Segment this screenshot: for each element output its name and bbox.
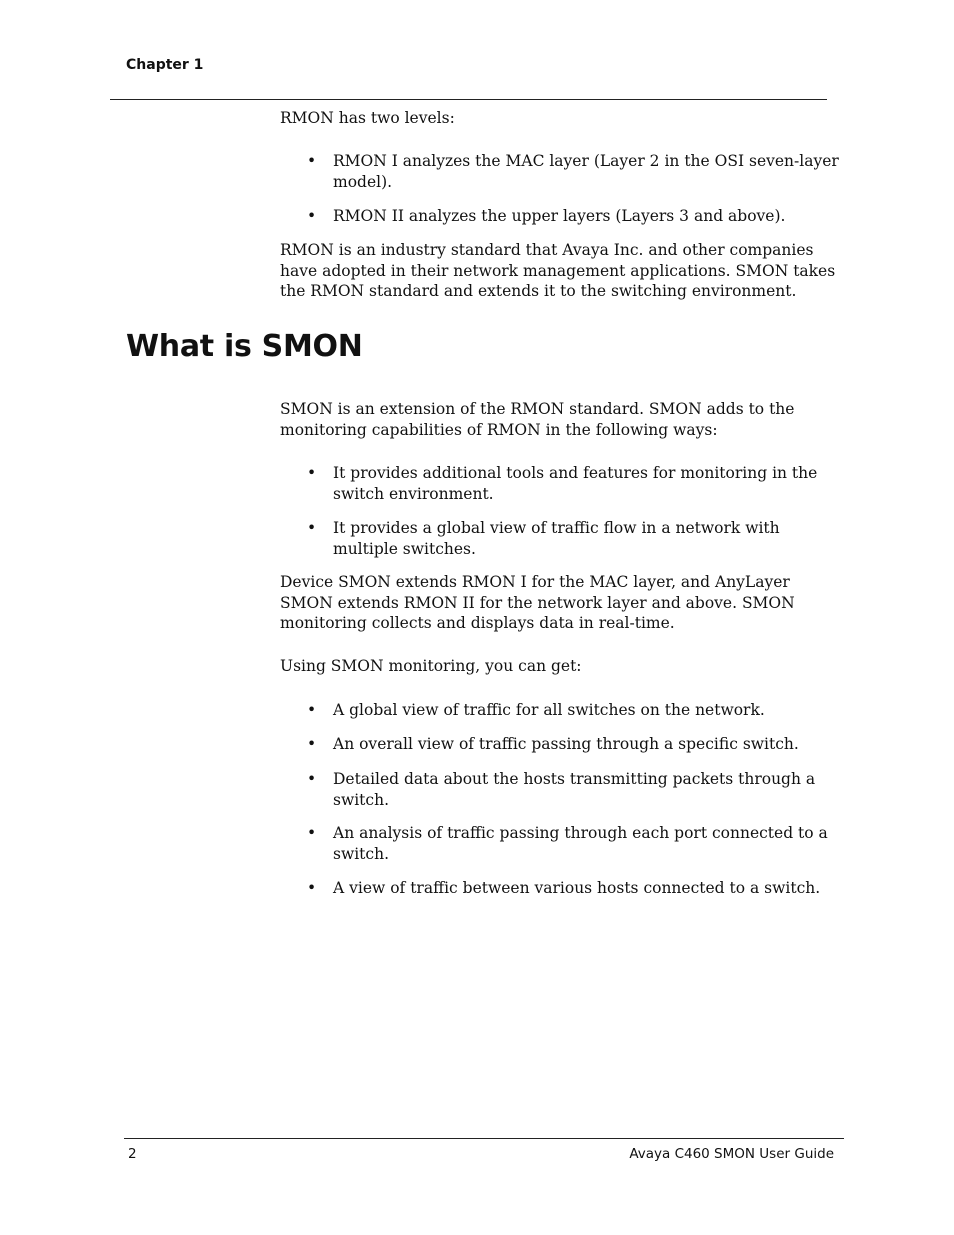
document-title: Avaya C460 SMON User Guide	[629, 1146, 834, 1162]
list-item	[280, 734, 842, 755]
bullet-icon: •	[307, 152, 317, 170]
rmon-standard-paragraph: RMON is an industry standard that Avaya Inc. and other companies have adopted in their network management applications. SMON takes the RMON standard and extends it to the switching environment.	[280, 241, 836, 300]
header-divider	[110, 99, 827, 100]
list-item-text: RMON I analyzes the MAC layer (Layer 2 in the OSI seven-layer model).	[333, 152, 839, 191]
rmon-levels-list	[280, 151, 842, 192]
list-item-text: A view of traffic between various hosts connected to a switch.	[333, 879, 821, 897]
list-item-text: Detailed data about the hosts transmitting packets through a switch.	[333, 770, 816, 809]
list-item	[280, 878, 842, 899]
using-smon-paragraph: Using SMON monitoring, you can get:	[280, 657, 582, 675]
list-item-text: RMON II analyzes the upper layers (Layers 3 and above).	[333, 207, 786, 225]
smon-intro-paragraph: SMON is an extension of the RMON standard. SMON adds to the monitoring capabilities of RMON in the following ways:	[280, 400, 795, 439]
smon-ways-list-2	[280, 518, 842, 559]
bullet-icon: •	[307, 519, 317, 537]
bullet-icon: •	[307, 207, 317, 225]
list-item	[280, 151, 842, 192]
rmon-levels-intro: RMON has two levels:	[280, 109, 455, 127]
smon-gets-list-5	[280, 878, 842, 899]
device-smon-paragraph: Device SMON extends RMON I for the MAC layer, and AnyLayer SMON extends RMON II for the network layer and above. SMON monitoring collects and displays data in real-time.	[280, 573, 795, 632]
list-item	[280, 463, 842, 504]
footer-divider	[124, 1138, 844, 1139]
bullet-icon: •	[307, 701, 317, 719]
smon-gets-list-2	[280, 734, 842, 755]
smon-gets-list-3	[280, 769, 842, 810]
list-item-text: It provides a global view of traffic flow in a network with multiple switches.	[333, 519, 780, 558]
chapter-label: Chapter 1	[126, 57, 204, 73]
list-item-text: An overall view of traffic passing through a specific switch.	[333, 735, 799, 753]
smon-ways-list	[280, 463, 842, 504]
list-item-text: A global view of traffic for all switches on the network.	[333, 701, 765, 719]
bullet-icon: •	[307, 824, 317, 842]
bullet-icon: •	[307, 879, 317, 897]
bullet-icon: •	[307, 464, 317, 482]
list-item	[280, 769, 842, 810]
list-item-text: It provides additional tools and features for monitoring in the switch environment.	[333, 464, 818, 503]
section-heading: What is SMON	[126, 329, 363, 364]
list-item	[280, 206, 842, 227]
bullet-icon: •	[307, 735, 317, 753]
list-item	[280, 700, 842, 721]
list-item	[280, 518, 842, 559]
smon-gets-list-4	[280, 823, 842, 864]
bullet-icon: •	[307, 770, 317, 788]
rmon-levels-list-2	[280, 206, 842, 227]
list-item	[280, 823, 842, 864]
smon-gets-list	[280, 700, 842, 721]
list-item-text: An analysis of traffic passing through each port connected to a switch.	[333, 824, 828, 863]
page-number: 2	[128, 1146, 137, 1162]
